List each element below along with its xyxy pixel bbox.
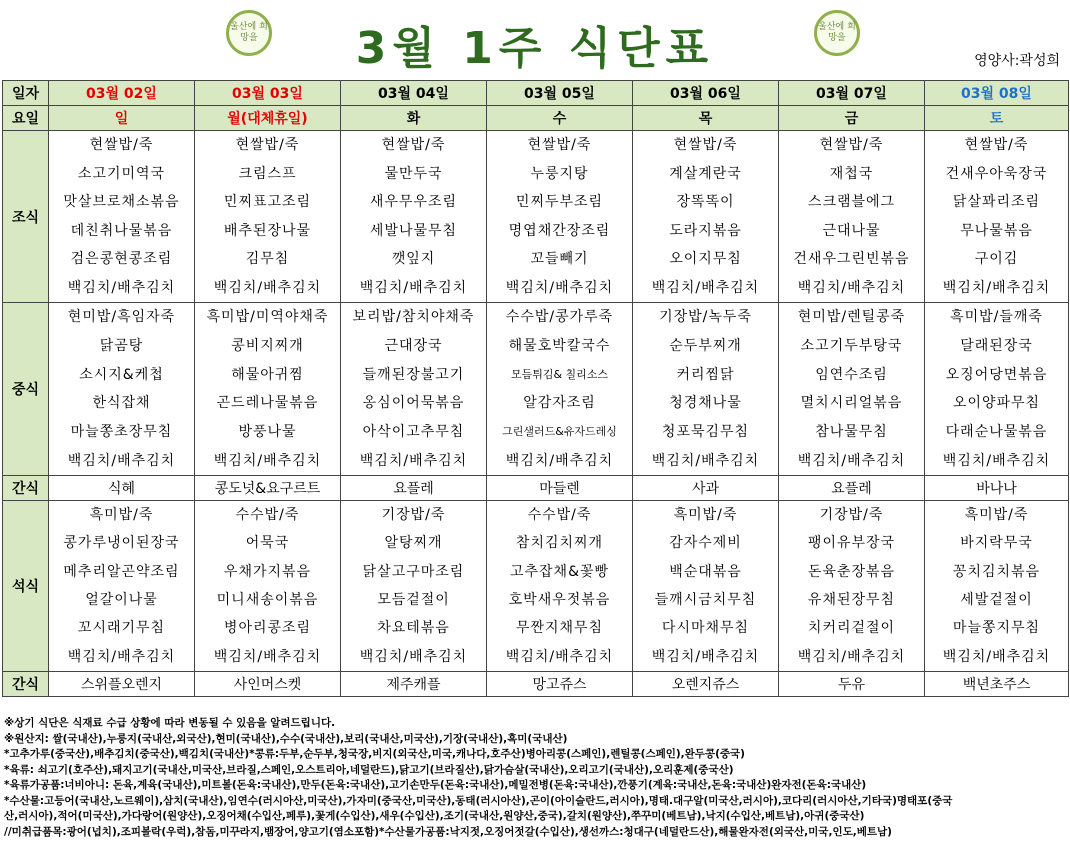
menu-item: 백김치/배추김치: [213, 648, 322, 665]
menu-item: 고추잡채&꽃빵: [509, 563, 610, 580]
note-line: *육류가공품:너비아니: 돈육,계육(국내산),미트볼(돈육:국내산),만두(돈육:국내산),고기손만두(돈육:국내산),메밀전병(돈육:국내산),깐풍기(계육:국내산,돈육:국내산)완자전(돈육:국내산): [4, 779, 867, 791]
breakfast-items: [487, 131, 632, 302]
menu-item: 검은콩현콩조림: [70, 251, 173, 268]
day-row: [3, 106, 1069, 131]
snack1-row: [3, 476, 1069, 501]
snack2-label: 간식: [3, 672, 49, 697]
breakfast-cell: [925, 131, 1069, 303]
menu-item: 현쌀밥/죽: [673, 137, 738, 154]
menu-item: 꼬들빼기: [530, 251, 589, 268]
menu-item: 그린샐러드&유자드레싱: [502, 424, 617, 438]
menu-item: 닭살꽈리조림: [952, 194, 1041, 211]
menu-item: 백김치/배추김치: [651, 279, 760, 296]
menu-item: 오이양파무침: [952, 395, 1041, 412]
snack2-cell: 백년초주스: [925, 672, 1069, 697]
dinner-label: 석식: [3, 501, 49, 672]
menu-item: 수수밥/죽: [527, 507, 592, 524]
menu-item: 청경채나물: [669, 395, 742, 412]
menu-item: 무나물볶음: [960, 222, 1033, 239]
menu-item: 민찌두부조림: [515, 194, 604, 211]
lunch-cell: [487, 303, 633, 476]
menu-item: 보리밥/참치야채죽: [352, 309, 475, 326]
menu-item: 계살계란국: [669, 165, 742, 182]
menu-item: 돈육춘장볶음: [807, 563, 896, 580]
menu-item: 맛살브로채소볶음: [63, 194, 180, 211]
menu-item: 꼬시래기무침: [77, 620, 166, 637]
dinner-items: [195, 501, 340, 671]
day-cell: 토: [925, 106, 1069, 131]
menu-item: 백김치/배추김치: [505, 648, 614, 665]
day-cell: 일: [49, 106, 195, 131]
menu-item: 알감자조림: [523, 395, 596, 412]
menu-item: 백김치/배추김치: [942, 452, 1051, 469]
menu-item: 깻잎지: [391, 251, 436, 268]
menu-item: 들깨된장불고기: [362, 366, 465, 383]
menu-item: 백김치/배추김치: [651, 452, 760, 469]
note-line: 산,러시아),적어(미국산),가다랑어(원양산),오징어채(수입산,페루),꽃게(수입산),새우(수입산),조기(국내산,원양산,중국),갈치(원양산),쭈꾸미(베트남),낙지(수입산,베트남),아귀(중국산): [4, 810, 865, 822]
menu-item: 치커리겉절이: [807, 620, 896, 637]
menu-item: 현쌀밥/죽: [381, 137, 446, 154]
date-cell: 03월 02일: [49, 81, 195, 106]
lunch-label: 중식: [3, 303, 49, 476]
menu-item: 세발나물무침: [369, 222, 458, 239]
menu-item: 마늘쫑초장무침: [70, 423, 173, 440]
menu-item: 닭살고구마조림: [362, 563, 465, 580]
date-label: 일자: [3, 81, 49, 106]
notes: [4, 716, 1068, 840]
note-line: ※원산지: 쌀(국내산),누룽지(국내산,외국산),현미(국내산),수수(국내산),보리(국내산,미국산),기장(국내산),흑미(국내산): [4, 732, 568, 745]
menu-item: 얼갈이나물: [85, 592, 158, 609]
menu-item: 수수밥/죽: [235, 507, 300, 524]
menu-item: 스크램블에그: [807, 194, 896, 211]
menu-item: 명엽채간장조림: [508, 222, 611, 239]
snack1-cell: 콩도넛&요구르트: [195, 476, 341, 501]
dietitian-name: 영양사:곽성희: [974, 53, 1060, 69]
logo-left: 울산에 희망을: [226, 10, 272, 56]
breakfast-cell: [49, 131, 195, 303]
lunch-items: [779, 303, 924, 475]
dinner-cell: [779, 501, 925, 672]
menu-item: 물만두국: [384, 165, 443, 182]
snack1-cell: 사과: [633, 476, 779, 501]
breakfast-items: [633, 131, 778, 302]
menu-item: 백김치/배추김치: [67, 279, 176, 296]
header: [0, 0, 1070, 76]
day-cell: 금: [779, 106, 925, 131]
menu-item: 백김치/배추김치: [505, 452, 614, 469]
menu-item: 참나물무침: [815, 423, 888, 440]
menu-item: 흑미밥/죽: [964, 507, 1029, 524]
menu-item: 백김치/배추김치: [67, 648, 176, 665]
note-line: *고추가루(중국산),배추김치(중국산),백김치(국내산)*콩류:두부,순두부,청국장,비지(외국산,미국,캐나다,호주산)병아리콩(스페인),렌틸콩(스페인),완두콩(중국): [4, 748, 745, 760]
breakfast-items: [195, 131, 340, 302]
menu-item: 백순대볶음: [669, 563, 742, 580]
lunch-cell: [195, 303, 341, 476]
menu-item: 구이김: [974, 251, 1019, 268]
menu-item: 메추리알곤약조림: [63, 563, 180, 580]
note-line: *육류: 쇠고기(호주산),돼지고기(국내산,미국산,브라질,스페인,오스트리아,네덜란드),닭고기(브라질산),닭가슴살(국내산),오리고기(국내산),오리훈제(중국산): [4, 763, 734, 776]
day-label: 요일: [3, 106, 49, 131]
menu-item: 팽이유부장국: [807, 535, 896, 552]
menu-item: 꽁치김치볶음: [952, 563, 1041, 580]
menu-item: 해물호박칼국수: [508, 337, 611, 354]
menu-item: 김무침: [245, 251, 290, 268]
menu-item: 흑미밥/들깨죽: [950, 309, 1043, 326]
dinner-items: [341, 501, 486, 671]
menu-item: 현쌀밥/죽: [89, 137, 154, 154]
menu-body: [3, 81, 1069, 697]
breakfast-items: [49, 131, 194, 302]
menu-item: 기장밥/죽: [381, 507, 446, 524]
menu-item: 호박새우젓볶음: [508, 592, 611, 609]
menu-item: 수수밥/콩가루죽: [505, 309, 614, 326]
lunch-items: [341, 303, 486, 475]
snack2-cell: 스위플오렌지: [49, 672, 195, 697]
lunch-cell: [49, 303, 195, 476]
dinner-items: [633, 501, 778, 671]
date-cell: 03월 06일: [633, 81, 779, 106]
menu-item: 백김치/배추김치: [505, 279, 614, 296]
note-line: //미취급품목:광어(넙치),조피볼락(우럭),참돔,미꾸라지,뱀장어,양고기(염소포함)*수산물가공품:낙지젓,오징어젓갈(수입산),생선까스:청대구(네덜란드산),해물완자전(외국산,미국,인도,베트남): [4, 825, 892, 838]
breakfast-label: 조식: [3, 131, 49, 303]
menu-item: 민찌표고조림: [223, 194, 312, 211]
menu-item: 오징어당면볶음: [945, 366, 1048, 383]
dinner-cell: [487, 501, 633, 672]
menu-item: 현미밥/흑임자죽: [67, 309, 176, 326]
menu-item: 근대나물: [822, 222, 881, 239]
breakfast-cell: [341, 131, 487, 303]
menu-item: 건새우아욱장국: [945, 165, 1048, 182]
menu-item: 도라지볶음: [669, 222, 742, 239]
menu-item: 백김치/배추김치: [213, 279, 322, 296]
breakfast-cell: [779, 131, 925, 303]
menu-item: 임연수조림: [815, 366, 888, 383]
menu-item: 세발겉절이: [960, 592, 1033, 609]
menu-item: 백김치/배추김치: [359, 648, 468, 665]
lunch-items: [195, 303, 340, 475]
menu-item: 백김치/배추김치: [797, 452, 906, 469]
menu-item: 현미밥/렌틸콩죽: [797, 309, 906, 326]
snack2-cell: 사인머스켓: [195, 672, 341, 697]
menu-item: 모듬겉절이: [377, 592, 450, 609]
menu-item: 아삭이고추무침: [362, 423, 465, 440]
lunch-items: [633, 303, 778, 475]
menu-item: 한식잡채: [92, 395, 151, 412]
lunch-cell: [633, 303, 779, 476]
menu-item: 모듬튀김& 칠리소스: [510, 367, 609, 381]
menu-item: 방풍나물: [238, 423, 297, 440]
menu-item: 백김치/배추김치: [797, 279, 906, 296]
menu-item: 어묵국: [245, 535, 290, 552]
dinner-items: [49, 501, 194, 671]
snack2-row: [3, 672, 1069, 697]
menu-item: 옹심이어묵볶음: [362, 395, 465, 412]
breakfast-items: [925, 131, 1068, 302]
menu-item: 우채가지볶음: [223, 563, 312, 580]
menu-item: 흑미밥/죽: [673, 507, 738, 524]
menu-item: 백김치/배추김치: [651, 648, 760, 665]
snack1-cell: 식혜: [49, 476, 195, 501]
dinner-row: [3, 501, 1069, 672]
dinner-cell: [925, 501, 1069, 672]
menu-item: 현쌀밥/죽: [819, 137, 884, 154]
breakfast-cell: [633, 131, 779, 303]
breakfast-items: [341, 131, 486, 302]
snack2-cell: 망고쥬스: [487, 672, 633, 697]
snack2-cell: 두유: [779, 672, 925, 697]
menu-item: 장똑똑이: [676, 194, 735, 211]
menu-item: 무짠지채무침: [515, 620, 604, 637]
note-line: *수산물:고등어(국내산,노르웨이),삼치(국내산),임연수(러시아산,미국산),가자미(중국산,미국산),동태(러시아산),곤이(아이슬란드,러시아),명태.대구알(미국산,러시아),코다리(러시아산,기타국)명태포(중국: [4, 794, 953, 807]
menu-item: 기장밥/죽: [819, 507, 884, 524]
menu-item: 곤드레나물볶음: [216, 395, 319, 412]
dinner-cell: [195, 501, 341, 672]
date-cell: 03월 08일: [925, 81, 1069, 106]
menu-item: 참치김치찌개: [515, 535, 604, 552]
menu-item: 들깨시금치무침: [654, 592, 757, 609]
menu-item: 근대장국: [384, 337, 443, 354]
lunch-row: [3, 303, 1069, 476]
menu-item: 감자수제비: [669, 535, 742, 552]
menu-item: 소고기미역국: [77, 165, 166, 182]
menu-item: 백김치/배추김치: [359, 452, 468, 469]
dinner-items: [487, 501, 632, 671]
lunch-cell: [925, 303, 1069, 476]
snack1-cell: 마들렌: [487, 476, 633, 501]
menu-item: 재첩국: [829, 165, 874, 182]
menu-item: 미니새송이볶음: [216, 592, 319, 609]
menu-item: 기장밥/녹두죽: [659, 309, 752, 326]
menu-item: 크림스프: [238, 165, 297, 182]
menu-item: 다래순나물볶음: [945, 423, 1048, 440]
snack1-cell: 요플레: [341, 476, 487, 501]
snack2-cell: 오렌지쥬스: [633, 672, 779, 697]
menu-item: 콩가루냉이된장국: [63, 535, 180, 552]
menu-item: 현쌀밥/죽: [527, 137, 592, 154]
dinner-cell: [49, 501, 195, 672]
menu-item: 백김치/배추김치: [213, 452, 322, 469]
menu-item: 백김치/배추김치: [797, 648, 906, 665]
logo-right: 울산에 희망을: [814, 10, 860, 56]
dinner-items: [779, 501, 924, 671]
menu-item: 바지락무국: [960, 535, 1033, 552]
breakfast-row: [3, 131, 1069, 303]
dinner-items: [925, 501, 1068, 671]
menu-item: 콩비지찌개: [231, 337, 304, 354]
menu-item: 배추된장나물: [223, 222, 312, 239]
breakfast-cell: [487, 131, 633, 303]
menu-item: 백김치/배추김치: [942, 648, 1051, 665]
day-cell: 수: [487, 106, 633, 131]
page-title: 3월 1주 식단표: [355, 23, 715, 74]
note-line: ※상기 식단은 식재료 수급 상황에 따라 변동될 수 있음을 알려드립니다.: [4, 717, 336, 729]
menu-item: 백김치/배추김치: [942, 279, 1051, 296]
menu-item: 커리찜닭: [676, 366, 735, 383]
menu-item: 청포묵김무침: [661, 423, 750, 440]
menu-item: 현쌀밥/죽: [235, 137, 300, 154]
menu-item: 흑미밥/죽: [89, 507, 154, 524]
menu-item: 건새우그린빈볶음: [793, 251, 910, 268]
date-cell: 03월 03일: [195, 81, 341, 106]
menu-item: 백김치/배추김치: [67, 452, 176, 469]
day-cell: 화: [341, 106, 487, 131]
lunch-cell: [779, 303, 925, 476]
menu-item: 현쌀밥/죽: [964, 137, 1029, 154]
breakfast-cell: [195, 131, 341, 303]
menu-item: 데친취나물볶음: [70, 222, 173, 239]
menu-item: 백김치/배추김치: [359, 279, 468, 296]
menu-item: 병아리콩조림: [223, 620, 312, 637]
date-cell: 03월 05일: [487, 81, 633, 106]
menu-item: 마늘쫑지무침: [952, 620, 1041, 637]
lunch-items: [925, 303, 1068, 475]
menu-item: 달래된장국: [960, 337, 1033, 354]
menu-item: 새우무우조림: [369, 194, 458, 211]
menu-item: 누룽지탕: [530, 165, 589, 182]
date-cell: 03월 04일: [341, 81, 487, 106]
menu-item: 소고기두부탕국: [800, 337, 903, 354]
menu-item: 오이지무침: [669, 251, 742, 268]
snack1-cell: 바나나: [925, 476, 1069, 501]
menu-item: 다시마채무침: [661, 620, 750, 637]
menu-item: 알탕찌개: [384, 535, 443, 552]
menu-item: 순두부찌개: [669, 337, 742, 354]
date-row: [3, 81, 1069, 106]
menu-item: 소시지&케첩: [79, 366, 164, 383]
dinner-cell: [341, 501, 487, 672]
menu-item: 멸치시리얼볶음: [800, 395, 903, 412]
snack1-cell: 요플레: [779, 476, 925, 501]
snack1-label: 간식: [3, 476, 49, 501]
menu-table: [2, 80, 1069, 697]
lunch-items: [49, 303, 194, 475]
date-cell: 03월 07일: [779, 81, 925, 106]
day-cell: 월(대체휴일): [195, 106, 341, 131]
menu-item: 차요테볶음: [377, 620, 450, 637]
snack2-cell: 제주캐플: [341, 672, 487, 697]
lunch-items: [487, 303, 632, 475]
day-cell: 목: [633, 106, 779, 131]
dinner-cell: [633, 501, 779, 672]
menu-item: 닭곰탕: [99, 337, 144, 354]
menu-item: 유채된장무침: [807, 592, 896, 609]
lunch-cell: [341, 303, 487, 476]
menu-item: 흑미밥/미역야채죽: [206, 309, 329, 326]
menu-item: 해물아귀찜: [231, 366, 304, 383]
breakfast-items: [779, 131, 924, 302]
